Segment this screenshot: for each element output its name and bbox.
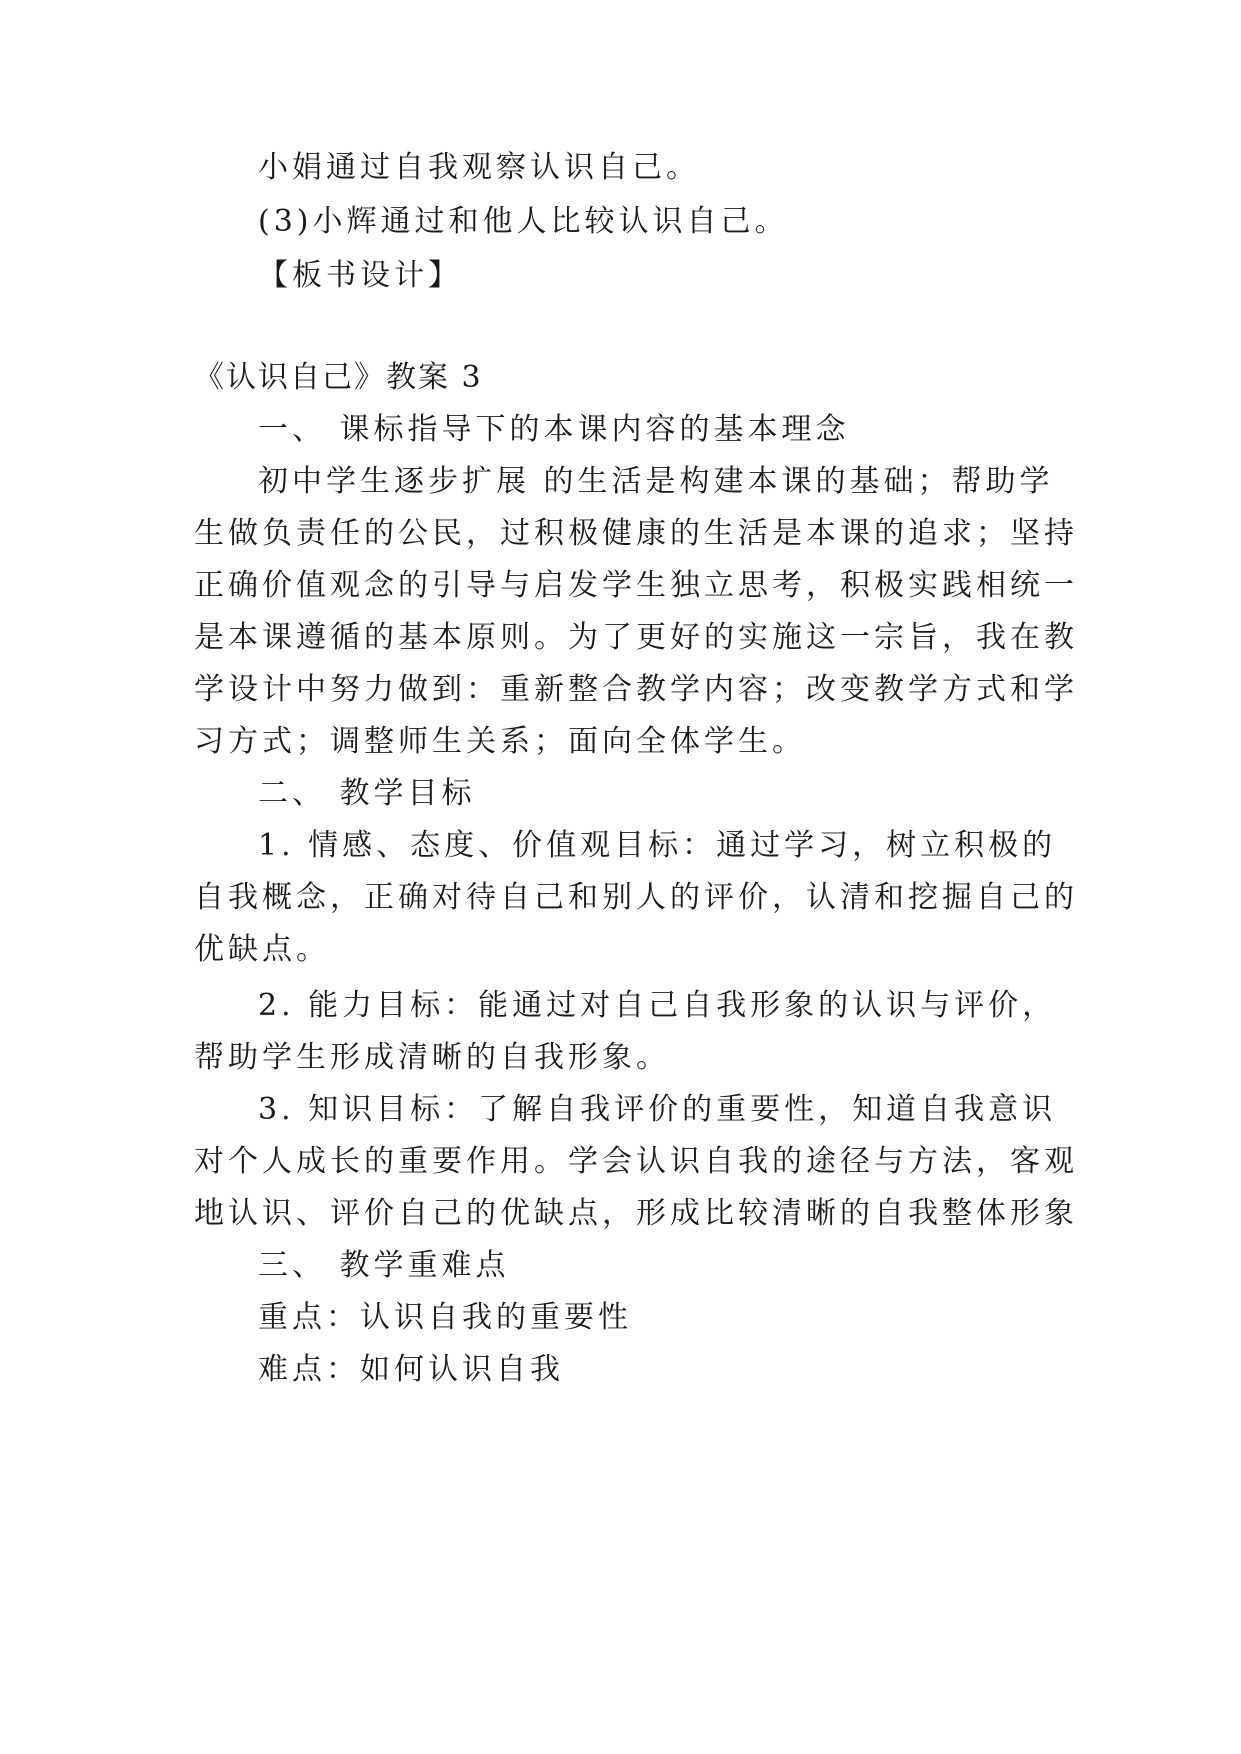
paragraph-line: 自我概念，正确对待自己和别人的评价，认清和挖掘自己的 <box>194 880 1078 915</box>
paragraph-line: (3)小辉通过和他人比较认识自己。 <box>258 204 789 239</box>
paragraph-line: 生做负责任的公民，过积极健康的生活是本课的追求；坚持 <box>194 516 1078 551</box>
section-heading: 三、 教学重难点 <box>258 1248 510 1283</box>
paragraph-line: 2. 能力目标：能通过对自己自我形象的认识与评价， <box>258 988 1057 1023</box>
lesson-title: 《认识自己》教案 3 <box>194 360 483 395</box>
paragraph-line: 初中学生逐步扩展 的生活是构建本课的基础；帮助学 <box>258 464 1054 499</box>
paragraph-line: 正确价值观念的引导与启发学生独立思考，积极实践相统一 <box>194 568 1078 603</box>
paragraph-line: 1. 情感、态度、价值观目标：通过学习，树立积极的 <box>258 828 1057 863</box>
paragraph-line: 是本课遵循的基本原则。为了更好的实施这一宗旨，我在教 <box>194 620 1078 655</box>
paragraph-line: 地认识、评价自己的优缺点，形成比较清晰的自我整体形象 <box>194 1196 1078 1231</box>
paragraph-line: 3. 知识目标：了解自我评价的重要性，知道自我意识 <box>258 1092 1057 1127</box>
difficulty-line: 难点：如何认识自我 <box>258 1352 564 1387</box>
paragraph-line: 学设计中努力做到：重新整合教学内容；改变教学方式和学 <box>194 672 1078 707</box>
board-design-heading: 【板书设计】 <box>258 258 462 293</box>
paragraph-line: 帮助学生形成清晰的自我形象。 <box>194 1040 670 1075</box>
section-heading: 一、 课标指导下的本课内容的基本理念 <box>258 412 850 447</box>
section-heading: 二、 教学目标 <box>258 776 476 811</box>
paragraph-line: 小娟通过自我观察认识自己。 <box>258 150 700 185</box>
paragraph-line: 对个人成长的重要作用。学会认识自我的途径与方法，客观 <box>194 1144 1078 1179</box>
paragraph-line: 习方式；调整师生关系；面向全体学生。 <box>194 724 806 759</box>
key-point-line: 重点：认识自我的重要性 <box>258 1300 632 1335</box>
paragraph-line: 优缺点。 <box>194 932 330 967</box>
